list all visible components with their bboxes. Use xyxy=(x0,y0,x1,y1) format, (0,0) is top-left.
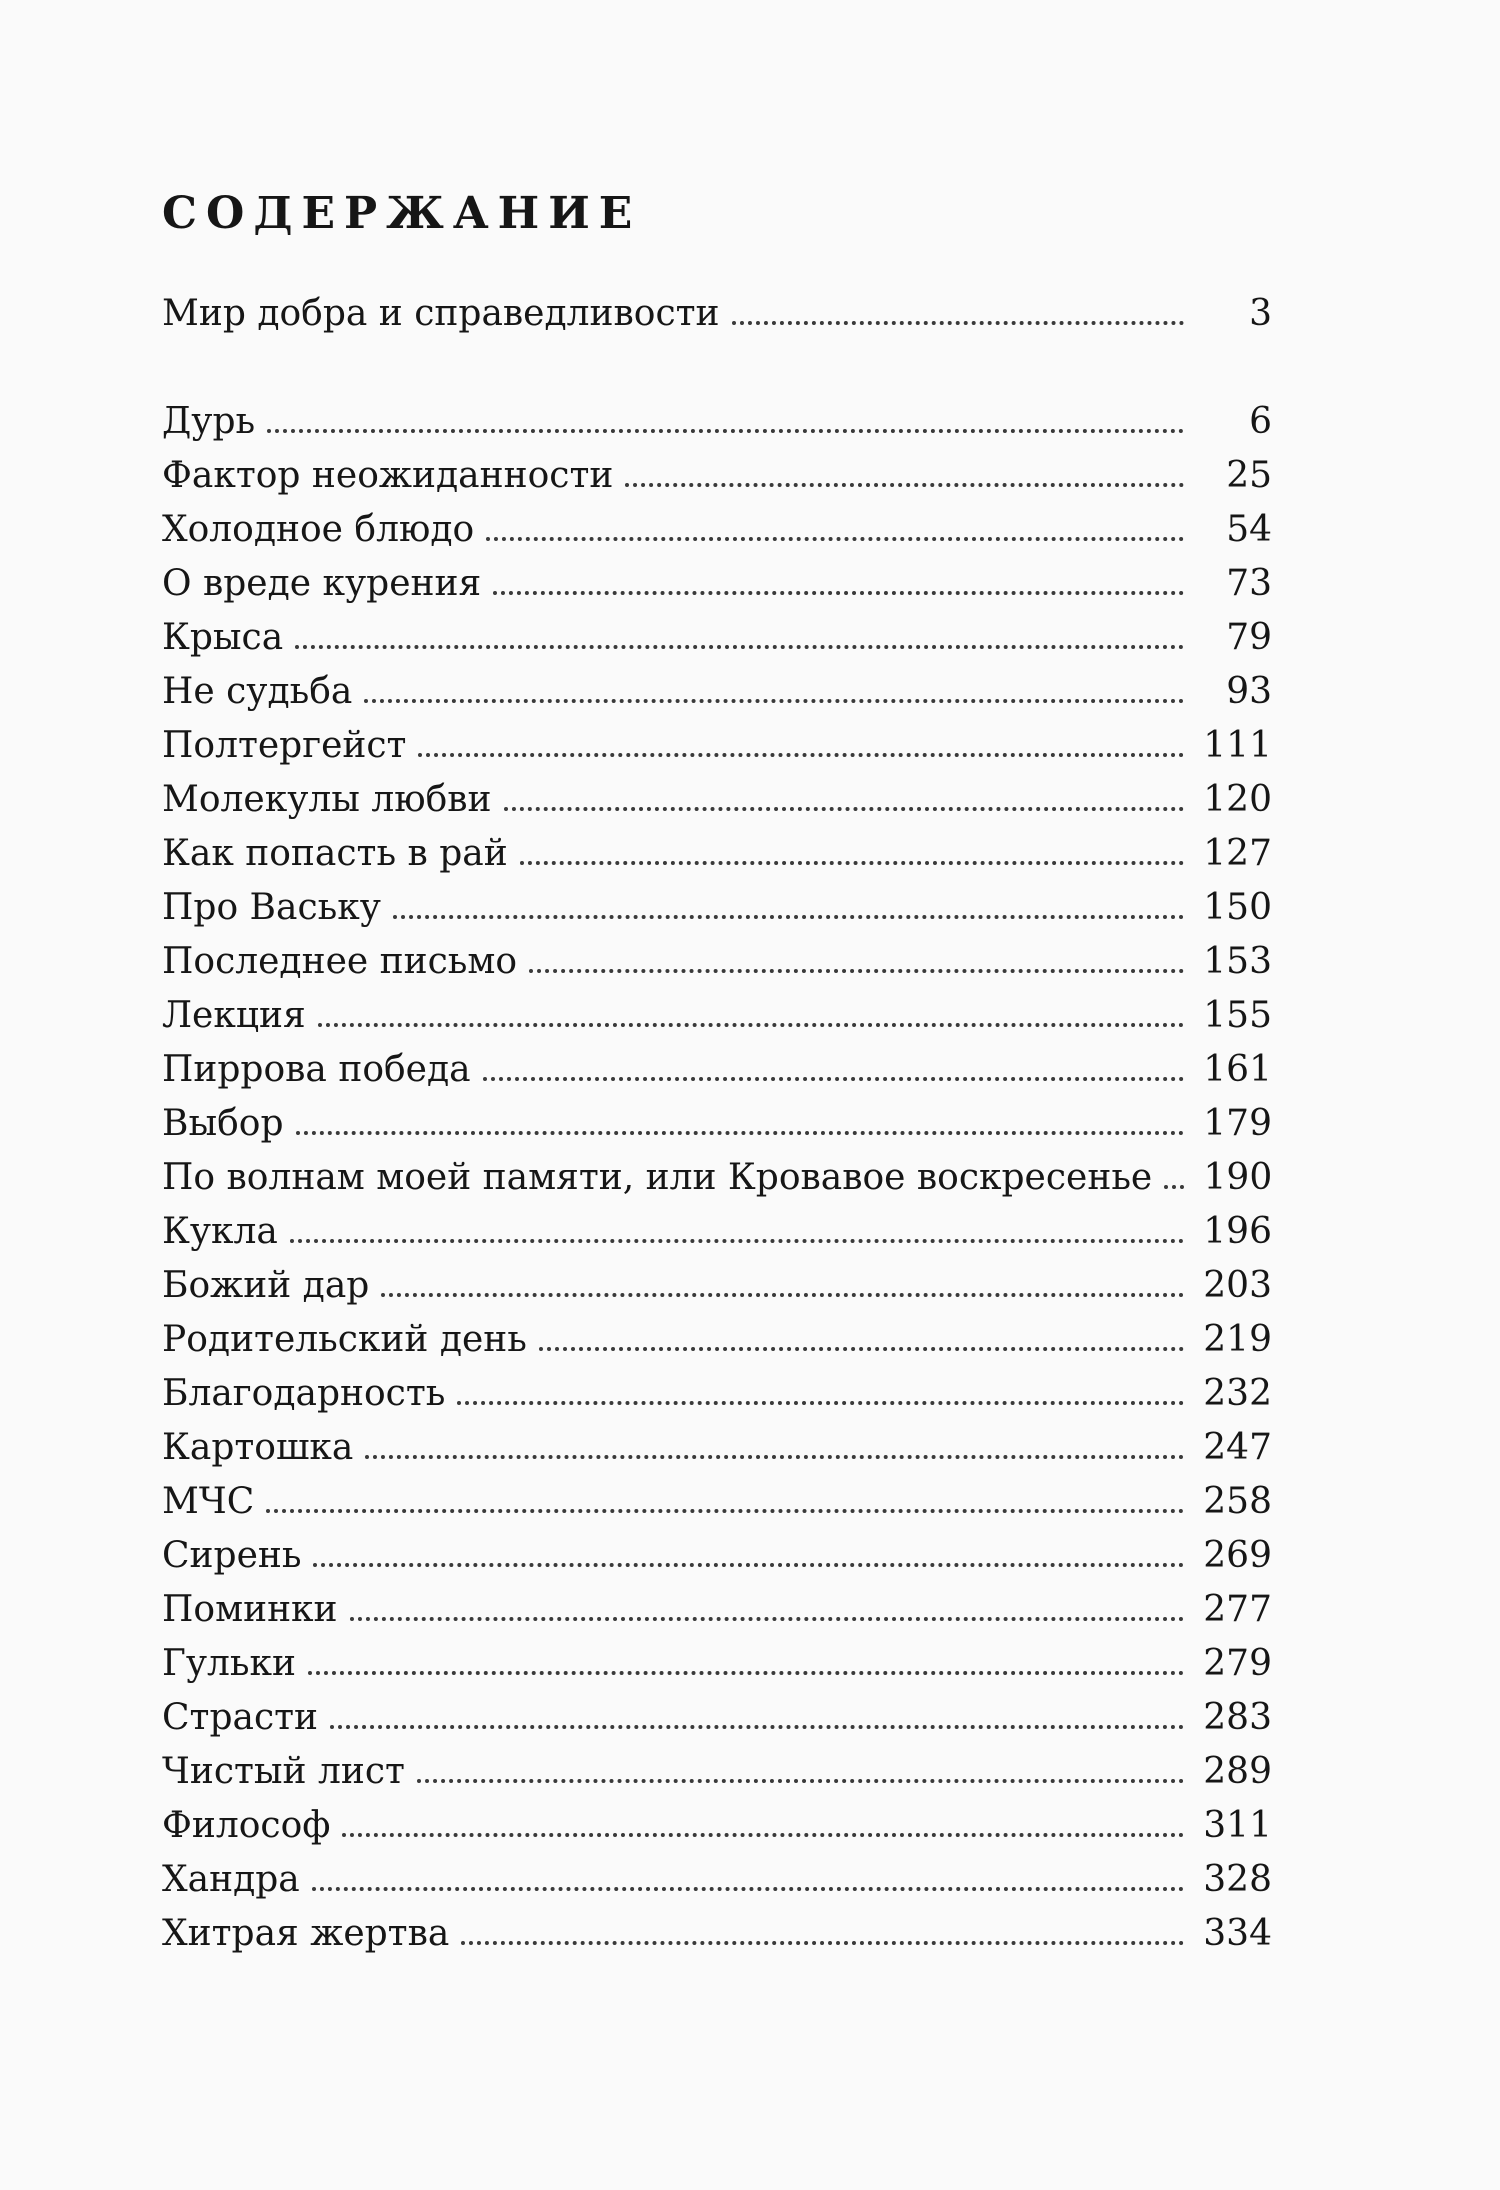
toc-entry-page: 161 xyxy=(1203,1049,1272,1090)
toc-entry xyxy=(162,1799,1272,1853)
toc-entry-page: 328 xyxy=(1203,1859,1272,1900)
toc-entry-page: 277 xyxy=(1203,1589,1272,1630)
toc-entry-title: Гульки xyxy=(162,1643,296,1684)
contents-heading: СОДЕРЖАНИЕ xyxy=(162,188,642,239)
toc-entry xyxy=(162,1745,1272,1799)
toc-entry-page: 190 xyxy=(1203,1157,1273,1198)
dot-leader xyxy=(539,1347,1184,1351)
toc-entry-title: Божий дар xyxy=(162,1265,370,1306)
toc-entry xyxy=(162,989,1272,1043)
toc-entry xyxy=(162,1853,1272,1907)
toc-entry xyxy=(162,1097,1272,1151)
toc-entry-page: 73 xyxy=(1226,563,1272,604)
toc-entry-page: 153 xyxy=(1203,941,1272,982)
toc-entry-title: Пиррова победа xyxy=(162,1049,471,1090)
toc-entry xyxy=(162,1151,1272,1205)
toc-entry-title: Холодное блюдо xyxy=(162,509,475,550)
dot-leader xyxy=(342,1833,1184,1837)
toc-entry-page: 203 xyxy=(1203,1265,1272,1306)
toc-entry-page: 247 xyxy=(1203,1427,1272,1468)
toc-entry-title: Фактор неожиданности xyxy=(162,455,614,496)
toc-entry xyxy=(162,1313,1272,1367)
toc-entry-page: 79 xyxy=(1226,617,1272,658)
toc-entry xyxy=(162,665,1272,719)
toc-entry xyxy=(162,1367,1272,1421)
dot-leader xyxy=(625,483,1184,487)
toc-entry xyxy=(162,1259,1272,1313)
toc-entry xyxy=(162,287,1272,341)
toc-entry-title: Молекулы любви xyxy=(162,779,492,820)
toc-entry xyxy=(162,1529,1272,1583)
toc-entry-title: Выбор xyxy=(162,1103,284,1144)
toc-entry-title: Крыса xyxy=(162,617,284,658)
toc-entry-page: 258 xyxy=(1203,1481,1272,1522)
dot-leader xyxy=(393,915,1184,919)
toc-entry xyxy=(162,881,1272,935)
toc-entry-page: 179 xyxy=(1203,1103,1272,1144)
toc-entry-title: МЧС xyxy=(162,1481,255,1522)
toc-entry-title: Поминки xyxy=(162,1589,338,1630)
toc-entry xyxy=(162,1637,1272,1691)
toc-entry xyxy=(162,1475,1272,1529)
toc-entry xyxy=(162,1205,1272,1259)
dot-leader xyxy=(732,321,1184,325)
dot-leader xyxy=(493,591,1184,595)
toc-entry-page: 6 xyxy=(1249,401,1272,442)
toc-entry-page: 54 xyxy=(1226,509,1272,550)
toc-entry xyxy=(162,1583,1272,1637)
toc-entry-title: Лекция xyxy=(162,995,306,1036)
toc-entry-title: Страсти xyxy=(162,1697,319,1738)
toc-entry-title: Чистый лист xyxy=(162,1751,405,1792)
toc-entry-title: Благодарность xyxy=(162,1373,446,1414)
toc-entry xyxy=(162,1421,1272,1475)
dot-leader xyxy=(365,1455,1184,1459)
toc-entry-title: Последнее письмо xyxy=(162,941,518,982)
toc-entry-title: Хандра xyxy=(162,1859,300,1900)
dot-leader xyxy=(290,1239,1184,1243)
dot-leader xyxy=(483,1077,1184,1081)
toc-entry-title: Кукла xyxy=(162,1211,278,1252)
toc-entry xyxy=(162,395,1272,449)
toc-entry-page: 25 xyxy=(1226,455,1272,496)
toc-entry-page: 93 xyxy=(1226,671,1272,712)
dot-leader xyxy=(1164,1185,1184,1189)
dot-leader xyxy=(350,1617,1184,1621)
toc-entry xyxy=(162,449,1272,503)
toc-entry xyxy=(162,503,1272,557)
toc-entry-title: Философ xyxy=(162,1805,331,1846)
dot-leader xyxy=(296,1131,1185,1135)
toc-entry-title: Картошка xyxy=(162,1427,354,1468)
toc-entry-page: 127 xyxy=(1203,833,1272,874)
toc-entry xyxy=(162,935,1272,989)
toc-entry-page: 289 xyxy=(1203,1751,1272,1792)
dot-leader xyxy=(520,861,1184,865)
toc-entry xyxy=(162,557,1272,611)
dot-leader xyxy=(266,1509,1184,1513)
toc-entry xyxy=(162,719,1272,773)
toc-entry-title: По волнам моей памяти, или Кровавое воскресенье xyxy=(162,1157,1153,1198)
dot-leader xyxy=(308,1671,1184,1675)
toc-entry-page: 232 xyxy=(1203,1373,1272,1414)
toc-entry-title: Дурь xyxy=(162,401,256,442)
toc-entry-page: 334 xyxy=(1203,1913,1272,1954)
dot-leader xyxy=(418,753,1184,757)
toc-entry-page: 283 xyxy=(1203,1697,1272,1738)
dot-leader xyxy=(318,1023,1184,1027)
toc-entry-title: Как попасть в рай xyxy=(162,833,508,874)
dot-leader xyxy=(461,1941,1184,1945)
dot-leader xyxy=(417,1779,1184,1783)
toc-entry-page: 196 xyxy=(1203,1211,1272,1252)
toc-intro xyxy=(162,287,1272,341)
toc-entry xyxy=(162,773,1272,827)
toc-entry-title: Родительский день xyxy=(162,1319,527,1360)
toc-entry-title: Хитрая жертва xyxy=(162,1913,450,1954)
toc-entry-page: 279 xyxy=(1203,1643,1272,1684)
dot-leader xyxy=(381,1293,1184,1297)
dot-leader xyxy=(312,1887,1184,1891)
toc-entry-page: 120 xyxy=(1203,779,1272,820)
toc-entry-title: О вреде курения xyxy=(162,563,482,604)
dot-leader xyxy=(504,807,1184,811)
dot-leader xyxy=(267,429,1184,433)
toc-entry xyxy=(162,827,1272,881)
toc-entry-page: 269 xyxy=(1203,1535,1272,1576)
toc-entry-title: Полтергейст xyxy=(162,725,407,766)
toc-entry xyxy=(162,1907,1272,1961)
dot-leader xyxy=(364,699,1184,703)
toc-entry xyxy=(162,1691,1272,1745)
toc-entry-title: Мир добра и справедливости xyxy=(162,293,720,334)
toc-entry-title: Про Ваську xyxy=(162,887,381,928)
dot-leader xyxy=(313,1563,1184,1567)
dot-leader xyxy=(457,1401,1184,1405)
toc-entry-page: 3 xyxy=(1249,293,1272,334)
toc-entry xyxy=(162,611,1272,665)
toc-entry-page: 155 xyxy=(1203,995,1272,1036)
toc-entry-title: Сирень xyxy=(162,1535,302,1576)
toc-entry-page: 111 xyxy=(1203,725,1272,766)
toc-entry-page: 150 xyxy=(1203,887,1272,928)
dot-leader xyxy=(486,537,1184,541)
toc-list xyxy=(162,395,1272,1961)
dot-leader xyxy=(529,969,1184,973)
toc-entry xyxy=(162,1043,1272,1097)
dot-leader xyxy=(330,1725,1184,1729)
dot-leader xyxy=(295,645,1184,649)
toc-entry-page: 219 xyxy=(1203,1319,1272,1360)
toc-entry-title: Не судьба xyxy=(162,671,353,712)
toc-entry-page: 311 xyxy=(1203,1805,1272,1846)
